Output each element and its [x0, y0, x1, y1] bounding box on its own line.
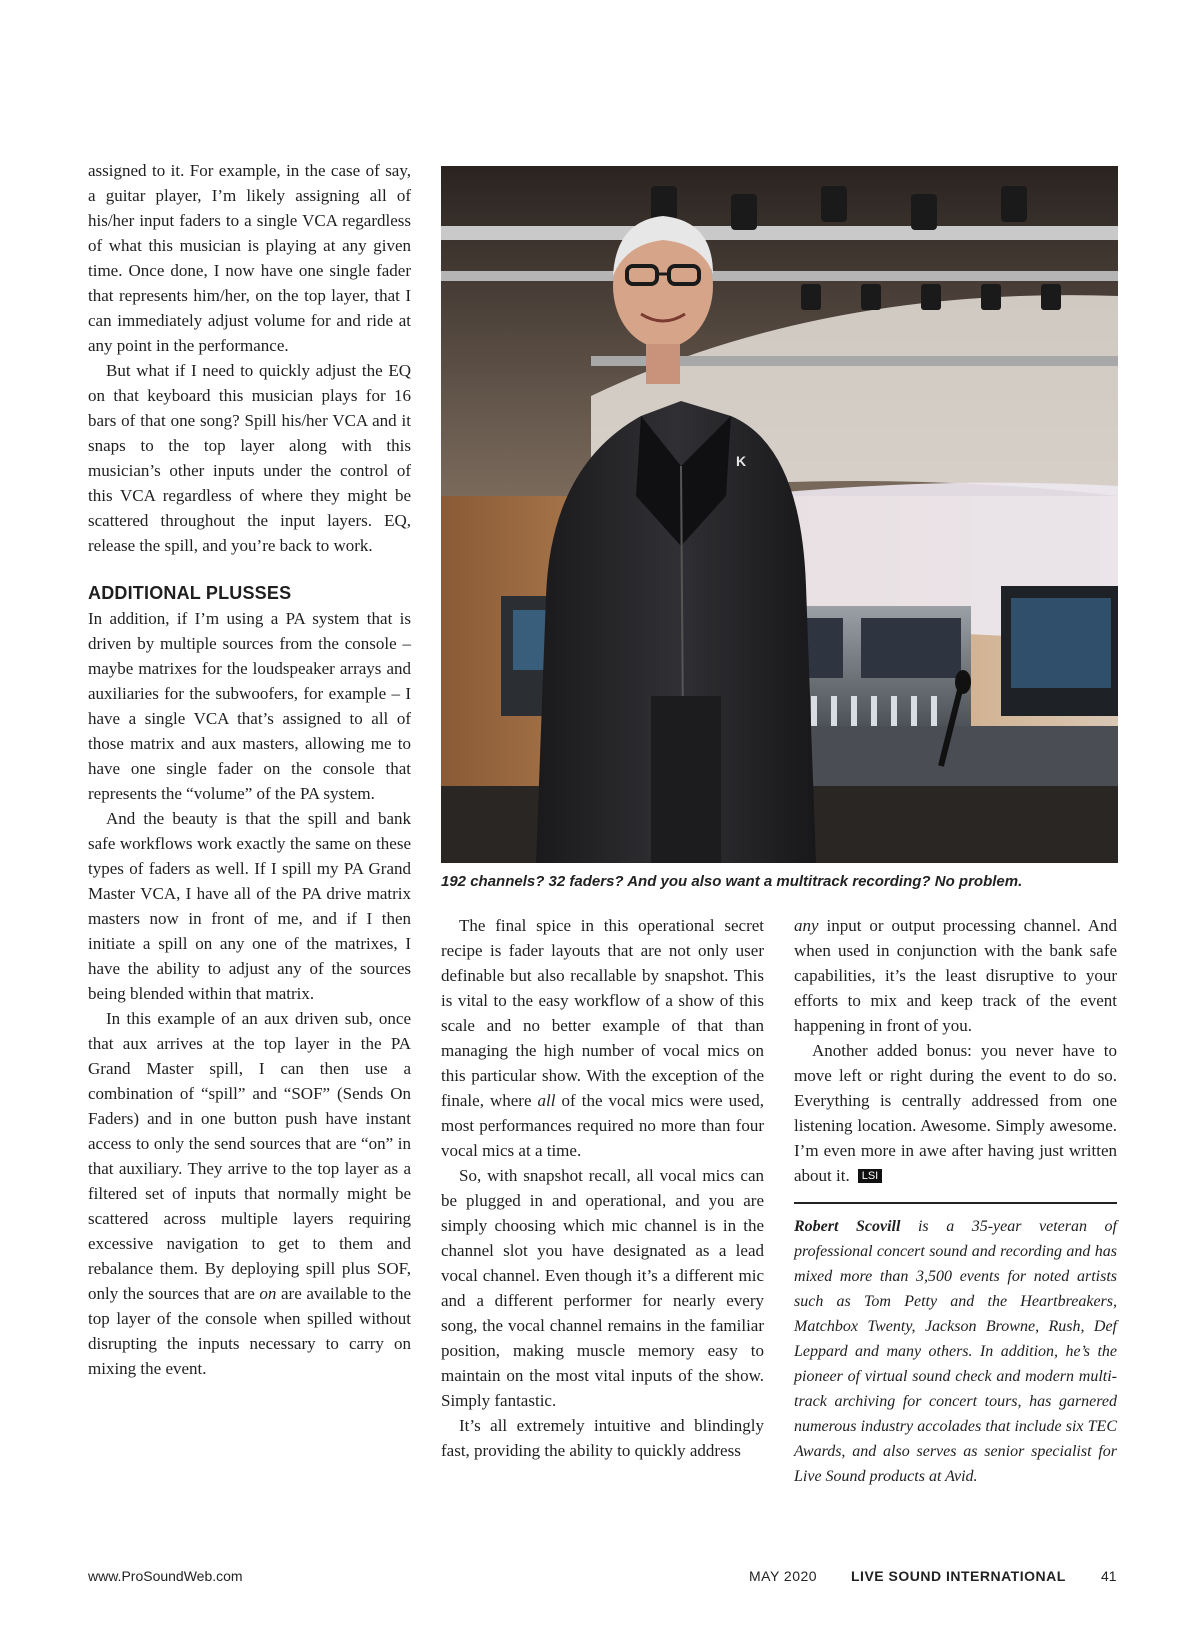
- body-paragraph: And the beauty is that the spill and bank safe workflows work exactly the same on these types of faders as well. If I spill my PA Grand Master VCA, I have all of the PA drive matrix masters now in front of me, and if I then initiate a spill on any one of the matrixes, I have the ability to adjust any of the sources being blended within that matrix.: [88, 809, 411, 1003]
- middle-column: [441, 913, 764, 1463]
- body-paragraph: It’s all extremely intuitive and blindingly fast, providing the ability to quickly address: [441, 1416, 764, 1460]
- text-run: Another added bonus: you never have to move left or right during the event to do so. Everything is centrally addressed from one listening location. Awesome. Simply awesome. I’m even more in awe after having just written about it.: [794, 1041, 1117, 1185]
- end-mark-badge: LSI: [858, 1169, 883, 1183]
- body-paragraph: [441, 913, 764, 1163]
- footer-website: www.ProSoundWeb.com: [88, 1568, 243, 1584]
- author-bio: [794, 1214, 1117, 1489]
- emphasis-text: any: [794, 916, 819, 935]
- photo-illustration: [441, 166, 1118, 863]
- author-bio-text: is a 35-year veteran of professional concert sound and recording and has mixed more than 3,500 events for noted artists such as Tom Petty and the Heartbreakers, Matchbox Twenty, Jackson Browne, Rush, Def Leppard and many others. In addition, he’s the pioneer of virtual sound check and modern multi-track archiving for concert tours, has garnered numerous industry accolades that include six TEC Awards, and also serves as senior specialist for Live Sound products at Avid.: [794, 1218, 1117, 1485]
- body-paragraph: [794, 913, 1117, 1038]
- body-paragraph: So, with snapshot recall, all vocal mics can be plugged in and operational, and you are simply choosing which mic channel is in the channel slot you have designated as a lead vocal channel. Even though it’s a different mic and a different performer for nearly every song, the vocal channel remains in the familiar position, making muscle memory easy to maintain on the most vital inputs of the show. Simply fantastic.: [441, 1166, 764, 1410]
- body-paragraph: [794, 1038, 1117, 1188]
- right-column: [794, 913, 1117, 1489]
- footer-page-number: 41: [1101, 1568, 1117, 1584]
- left-column: [88, 158, 411, 1381]
- emphasis-text: all: [537, 1091, 556, 1110]
- article-photo: [441, 166, 1118, 863]
- body-paragraph: assigned to it. For example, in the case of say, a guitar player, I’m likely assigning all of his/her input faders to a single VCA regardless of what this musician is playing at any given time. Once done, I now have one single fader that represents him/her, on the top layer, that I can immediately adjust volume for and ride at any point in the performance.: [88, 161, 411, 355]
- footer-magazine-title: LIVE SOUND INTERNATIONAL: [851, 1568, 1066, 1584]
- jacket-logo: K: [736, 453, 747, 469]
- section-subhead: ADDITIONAL PLUSSES: [88, 583, 292, 603]
- body-paragraph: In addition, if I’m using a PA system that is driven by multiple sources from the console – maybe matrixes for the loudspeaker arrays and auxiliaries for the subwoofers, for example – I have a single VCA that’s assigned to all of those matrix and aux masters, allowing me to have one single fader on the console that represents the “volume” of the PA system.: [88, 609, 411, 803]
- text-run: In this example of an aux driven sub, once that aux arrives at the top layer in the PA Grand Master spill, I can then use a combination of “spill” and “SOF” (Sends On Faders) and in one button push have instant access to only the send sources that are “on” in that auxiliary. They arrive to the top layer as a filtered set of inputs that normally might be scattered across multiple layers requiring excessive navigation to get to them and rebalance them. By deploying spill plus SOF, only the sources that are: [88, 1009, 411, 1303]
- photo-caption: 192 channels? 32 faders? And you also want a multitrack recording? No problem.: [441, 873, 1023, 890]
- body-paragraph: But what if I need to quickly adjust the EQ on that keyboard this musician plays for 16 bars of that one song? Spill his/her VCA and it snaps to the top layer along with this musician’s other inputs under the control of this VCA regardless of where they might be scattered throughout the input layers. EQ, release the spill, and you’re back to work.: [88, 361, 411, 555]
- author-name: Robert Scovill: [794, 1218, 901, 1235]
- text-run: of the vocal mics were used, most performances required no more than four vocal mics at a time.: [441, 1091, 764, 1160]
- text-run: are available to the top layer of the console when spilled without disrupting the inputs necessary to carry on mixing the event.: [88, 1284, 411, 1378]
- text-run: input or output processing channel. And when used in conjunction with the bank safe capabilities, it’s the least disruptive to your efforts to mix and keep track of the event happening in front of you.: [794, 916, 1117, 1035]
- emphasis-text: on: [259, 1284, 277, 1303]
- footer-issue-date: MAY 2020: [749, 1568, 818, 1584]
- bio-divider: [794, 1202, 1117, 1204]
- text-run: The final spice in this operational secret recipe is fader layouts that are not only user definable but also recallable by snapshot. This is vital to the easy workflow of a show of this scale and no better example of that than managing the high number of vocal mics on this particular show. With the exception of the finale, where: [441, 916, 764, 1110]
- body-paragraph: [88, 1006, 411, 1381]
